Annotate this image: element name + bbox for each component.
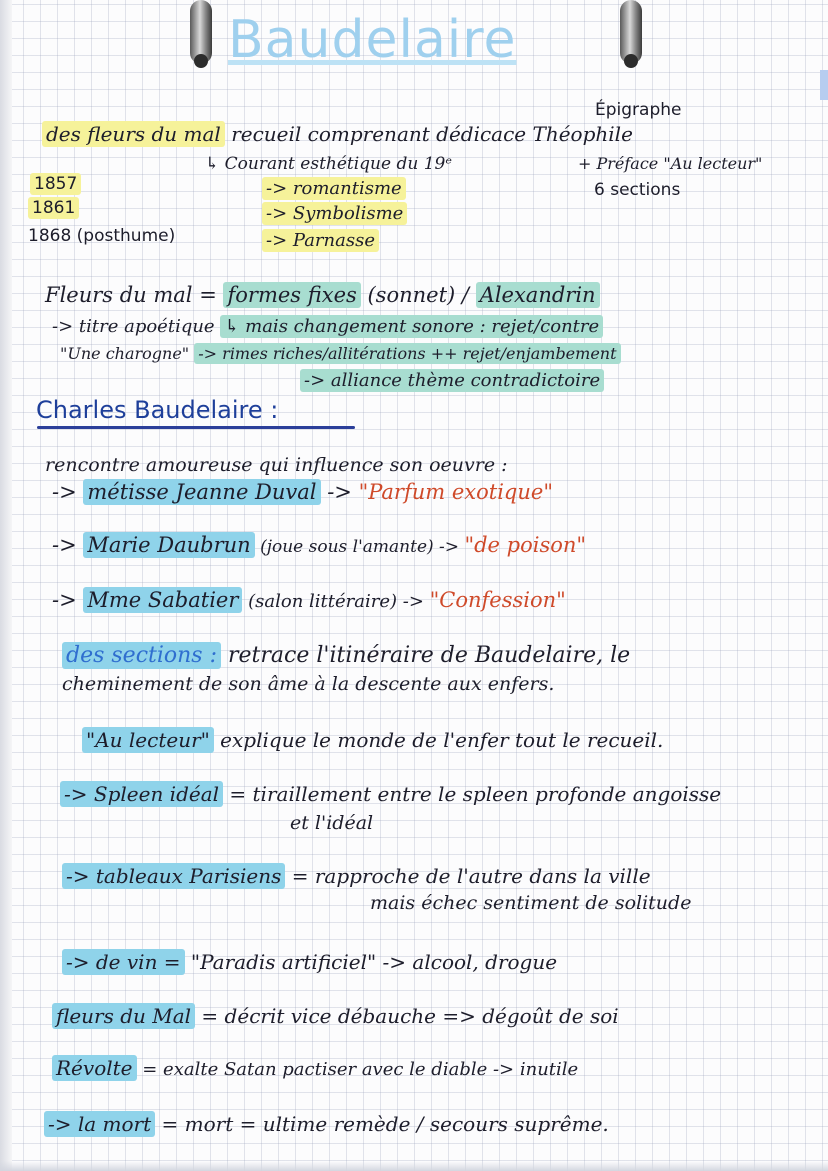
highlight-alexandrin: Alexandrin — [476, 282, 600, 308]
section-tableaux-parisiens — [62, 866, 651, 886]
note-decrit-vice: = décrit vice débauche => dégoût de soi — [195, 1004, 619, 1028]
highlight-romantisme: -> romantisme — [262, 177, 406, 200]
note-line-1 — [42, 124, 633, 144]
highlight-symbolisme: -> Symbolisme — [262, 202, 407, 225]
note-six-sections: 6 sections — [594, 180, 681, 200]
note-parnasse — [262, 232, 379, 250]
page-tab-marker — [820, 70, 828, 100]
highlight-formes-fixes: formes fixes — [223, 282, 360, 308]
note-rencontre: rencontre amoureuse qui influence son oeuvre : — [45, 454, 508, 476]
note-year-1868: 1868 (posthume) — [28, 226, 176, 246]
note-mais-echec: mais échec sentiment de solitude — [370, 892, 692, 914]
highlight-de-vin: -> de vin = — [62, 949, 185, 975]
highlight-au-lecteur: "Au lecteur" — [82, 727, 214, 753]
highlight-tableaux-parisiens: -> tableaux Parisiens — [62, 863, 285, 889]
note-epigraphe: Épigraphe — [595, 100, 682, 120]
highlight-marie-daubrun: Marie Daubrun — [83, 532, 254, 558]
section-revolte — [52, 1058, 578, 1079]
note-romantisme — [262, 180, 406, 198]
highlight-la-mort: -> la mort — [44, 1111, 155, 1137]
note-retrace: retrace l'itinéraire de Baudelaire, le — [228, 643, 631, 668]
note-joue-amante: (joue sous l'amante) -> — [254, 537, 465, 557]
highlight-fleurs-du-mal-section: fleurs du Mal — [52, 1003, 195, 1029]
note-cheminement: cheminement de son âme à la descente aux enfers. — [62, 673, 555, 695]
note-line-fleurs-formes — [45, 285, 600, 306]
poem-parfum-exotique: "Parfum exotique" — [358, 480, 553, 504]
note-exalte-satan: = exalte Satan pactiser avec le diable -> inutile — [136, 1059, 579, 1080]
binder-ring-right-icon — [620, 0, 642, 64]
note-preface: + Préface "Au lecteur" — [578, 154, 763, 173]
note-line-titre — [52, 318, 603, 336]
poem-confession: "Confession" — [429, 588, 566, 612]
highlight-mme-sabatier: Mme Sabatier — [83, 587, 242, 613]
section-spleen-ideal — [60, 784, 721, 804]
note-courant: ↳ Courant esthétique du 19ᵉ — [205, 154, 452, 174]
note-fleurs-eq: Fleurs du mal = — [45, 283, 217, 307]
highlight-alliance-theme: -> alliance thème contradictoire — [300, 369, 604, 392]
page-title: Baudelaire — [228, 10, 517, 70]
note-year-1857 — [30, 176, 81, 193]
highlight-1861: 1861 — [28, 197, 79, 219]
arrow: -> — [52, 480, 84, 504]
highlight-spleen-ideal: -> Spleen idéal — [60, 781, 223, 807]
page-bottom-edge — [0, 1161, 828, 1171]
section-au-lecteur — [82, 730, 663, 750]
note-rapproche-autre: = rapproche de l'autre dans la ville — [285, 864, 651, 888]
note-tiraillement: = tiraillement entre le spleen profonde angoisse — [223, 782, 722, 806]
highlight-revolte: Révolte — [52, 1055, 137, 1081]
note-line-alliance — [300, 372, 604, 390]
highlight-1857: 1857 — [30, 173, 81, 195]
note-titre-apoetique: -> titre apoétique — [52, 316, 215, 337]
note-et-ideal: et l'idéal — [290, 812, 374, 834]
note-sections-line — [62, 645, 630, 667]
page-left-edge — [0, 0, 12, 1171]
note-line-charogne — [60, 346, 621, 362]
note-ultime-remede: = mort = ultime remède / secours suprême. — [155, 1112, 609, 1136]
highlight-changement-sonore: ↳ mais changement sonore : rejet/contre — [220, 315, 603, 338]
highlight-des-sections: des sections : — [62, 642, 221, 669]
note-paradis-artificiel: "Paradis artificiel" -> alcool, drogue — [184, 950, 558, 974]
highlight-jeanne-duval: métisse Jeanne Duval — [83, 479, 320, 505]
muse-mme-sabatier — [52, 590, 566, 611]
note-explique-enfer: explique le monde de l'enfer tout le recueil. — [213, 728, 664, 752]
muse-jeanne-duval — [52, 482, 553, 503]
note-year-1861 — [28, 200, 79, 217]
section-de-vin — [62, 952, 557, 972]
note-salon-litteraire: (salon littéraire) -> — [242, 591, 430, 612]
section-la-mort — [44, 1114, 609, 1134]
highlight-rimes-riches: -> rimes riches/allitérations ++ rejet/enjambement — [194, 343, 620, 364]
highlight-parnasse: -> Parnasse — [262, 229, 379, 252]
binder-ring-left-icon — [190, 0, 212, 64]
heading-underline — [37, 426, 355, 429]
note-symbolisme — [262, 205, 407, 223]
poem-de-poison: "de poison" — [464, 533, 587, 557]
note-une-charogne: "Une charogne" — [60, 344, 190, 363]
arrow: -> — [52, 588, 84, 612]
arrow: -> — [52, 533, 84, 557]
arrow: -> — [320, 480, 359, 504]
muse-marie-daubrun — [52, 535, 586, 556]
section-heading-charles-baudelaire: Charles Baudelaire : — [36, 396, 279, 424]
highlight-fleurs-du-mal: des fleurs du mal — [42, 121, 225, 147]
note-recueil: recueil comprenant dédicace Théophile — [231, 122, 633, 146]
section-fleurs-du-mal — [52, 1006, 619, 1026]
note-sonnet: (sonnet) / — [367, 283, 469, 307]
